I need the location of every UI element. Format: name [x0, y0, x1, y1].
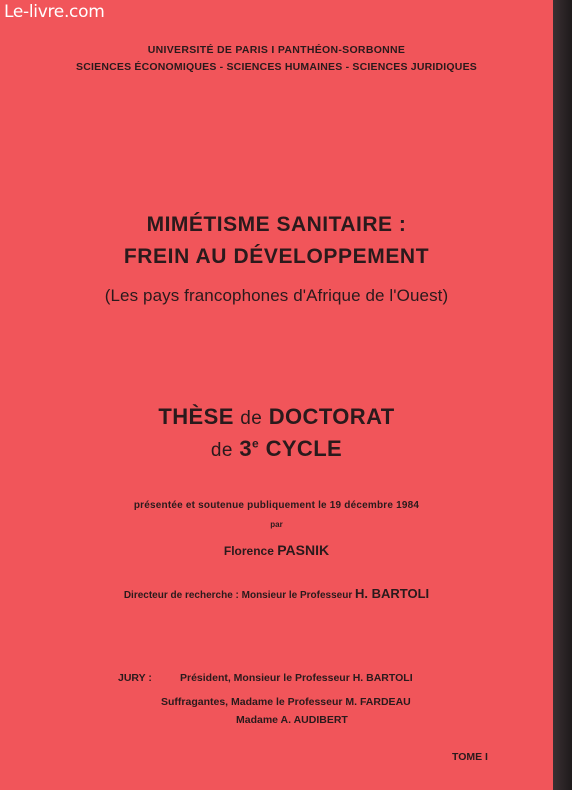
director-name: H. BARTOLI — [355, 586, 430, 601]
author-first-name: Florence — [223, 544, 274, 558]
watermark-text: Le-livre.com — [4, 2, 105, 22]
presentation-text: présentée et soutenue publiquement le 19 décembre 1984 — [133, 500, 420, 511]
doctorat-word: DOCTORAT — [268, 404, 395, 429]
par-text: par — [270, 520, 283, 529]
jury-line-3: Madame A. AUDIBERT — [236, 714, 348, 726]
subtitle: (Les pays francophones d'Afrique de l'Ouest) — [104, 286, 449, 305]
cycle-word: CYCLE — [265, 436, 343, 461]
cycle-number: 3 — [239, 436, 252, 461]
title-line-2: FREIN AU DÉVELOPPEMENT — [123, 245, 430, 268]
thesis-de-2: de — [210, 440, 233, 461]
director-prefix: Directeur de recherche : Monsieur le Professeur — [123, 590, 353, 601]
tome-label: TOME I — [452, 751, 488, 763]
jury-label: JURY : — [118, 672, 152, 684]
thesis-de-1: de — [240, 408, 263, 429]
thesis-word: THÈSE — [158, 404, 234, 429]
book-spine-edge — [553, 0, 572, 790]
thesis-line-2 — [0, 436, 553, 462]
university-line-1: UNIVERSITÉ DE PARIS I PANTHÉON-SORBONNE — [147, 44, 406, 56]
author-last-name: PASNIK — [277, 542, 330, 558]
jury-line-1: Président, Monsieur le Professeur H. BARTOLI — [180, 672, 413, 684]
author — [0, 542, 553, 558]
director — [0, 586, 553, 601]
title-line-1: MIMÉTISME SANITAIRE : — [146, 213, 407, 236]
thesis-line-1 — [0, 404, 553, 430]
university-line-2: SCIENCES ÉCONOMIQUES - SCIENCES HUMAINES - SCIENCES JURIDIQUES — [76, 61, 477, 73]
cycle-sup: e — [251, 436, 260, 451]
jury-line-2: Suffragantes, Madame le Professeur M. FARDEAU — [161, 696, 411, 708]
